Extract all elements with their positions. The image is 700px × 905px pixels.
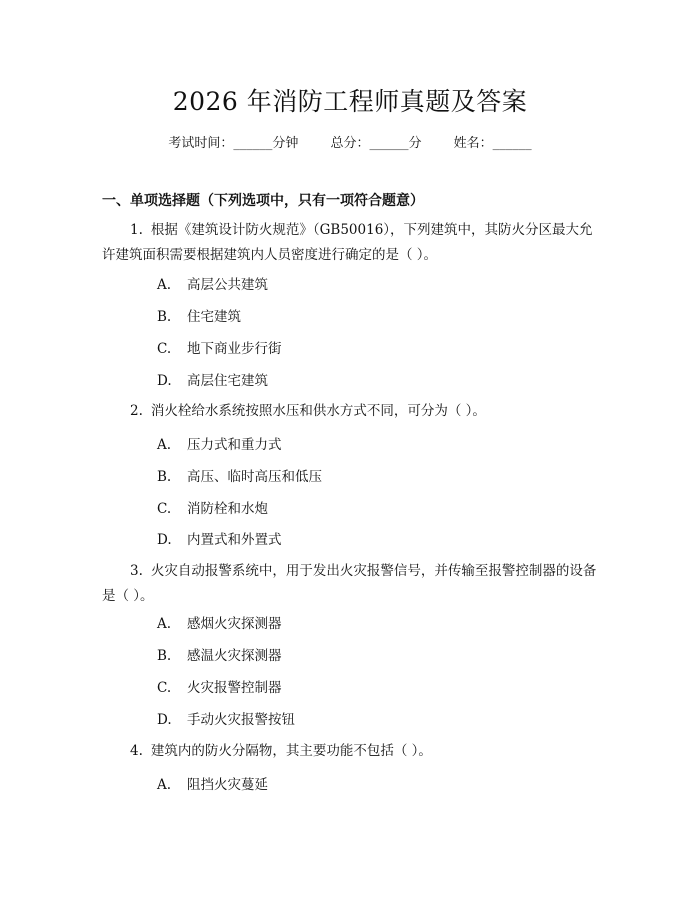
question-text: 火灾自动报警系统中，用于发出火灾报警信号，并传输至报警控制器的设备是（ ）。: [102, 563, 597, 604]
option-2a: [157, 435, 282, 455]
question-2: [102, 399, 602, 424]
option-letter: D.: [157, 712, 172, 728]
option-letter: A.: [157, 777, 172, 793]
option-3b: [157, 646, 282, 666]
name-blank: ______: [492, 136, 532, 151]
exam-time-unit: 分钟: [272, 136, 299, 151]
option-text: 压力式和重力式: [187, 437, 282, 453]
question-number: 4.: [130, 743, 143, 759]
option-letter: D.: [157, 373, 172, 389]
option-letter: C.: [157, 341, 172, 357]
option-letter: A.: [157, 437, 172, 453]
exam-time-blank: ______: [233, 136, 273, 151]
option-text: 阻挡火灾蔓延: [187, 777, 268, 793]
option-text: 地下商业步行街: [187, 341, 282, 357]
option-1d: [157, 371, 268, 391]
option-letter: B.: [157, 309, 172, 325]
option-letter: B.: [157, 648, 172, 664]
option-text: 住宅建筑: [187, 309, 241, 325]
name-field: [454, 136, 532, 151]
question-text: 消火栓给水系统按照水压和供水方式不同，可分为（ ）。: [150, 403, 486, 419]
option-1a: [157, 275, 268, 295]
option-text: 高层公共建筑: [187, 277, 268, 293]
option-4a: [157, 775, 268, 795]
option-text: 高层住宅建筑: [187, 373, 268, 389]
page-title: 2026 年消防工程师真题及答案: [172, 87, 528, 116]
option-2d: [157, 530, 282, 550]
option-letter: A.: [157, 616, 172, 632]
option-text: 火灾报警控制器: [187, 680, 282, 696]
option-letter: B.: [157, 469, 172, 485]
option-letter: C.: [157, 501, 172, 517]
question-number: 2.: [130, 403, 143, 419]
question-1: [102, 218, 602, 268]
total-score-field: [330, 136, 421, 151]
option-2b: [157, 467, 322, 487]
option-1c: [157, 339, 282, 359]
option-1b: [157, 307, 241, 327]
name-label: 姓名：: [453, 136, 493, 151]
option-2c: [157, 499, 268, 519]
total-score-label: 总分：: [330, 136, 370, 151]
option-text: 手动火灾报警按钮: [187, 712, 295, 728]
option-text: 消防栓和水炮: [187, 501, 268, 517]
option-text: 高压、临时高压和低压: [187, 469, 322, 485]
option-letter: A.: [157, 277, 172, 293]
section-heading: 一、单项选择题（下列选项中，只有一项符合题意）: [102, 193, 424, 209]
option-letter: C.: [157, 680, 172, 696]
question-3: [102, 559, 602, 609]
option-text: 感烟火灾探测器: [187, 616, 282, 632]
option-text: 感温火灾探测器: [187, 648, 282, 664]
question-number: 1.: [130, 222, 143, 238]
exam-time-field: [168, 136, 298, 151]
option-text: 内置式和外置式: [187, 532, 282, 548]
exam-time-label: 考试时间：: [168, 136, 234, 151]
question-text: 建筑内的防火分隔物，其主要功能不包括（ ）。: [150, 743, 432, 759]
option-3a: [157, 614, 282, 634]
option-3c: [157, 678, 282, 698]
question-4: [102, 739, 602, 764]
option-3d: [157, 710, 295, 730]
question-number: 3.: [130, 563, 143, 579]
total-score-unit: 分: [408, 136, 422, 151]
exam-info-line: [0, 132, 700, 151]
option-letter: D.: [157, 532, 172, 548]
total-score-blank: ______: [369, 136, 409, 151]
question-text: 根据《建筑设计防火规范》（GB50016），下列建筑中，其防火分区最大允许建筑面积需要根据建筑内人员密度进行确定的是（ ）。: [102, 222, 593, 263]
